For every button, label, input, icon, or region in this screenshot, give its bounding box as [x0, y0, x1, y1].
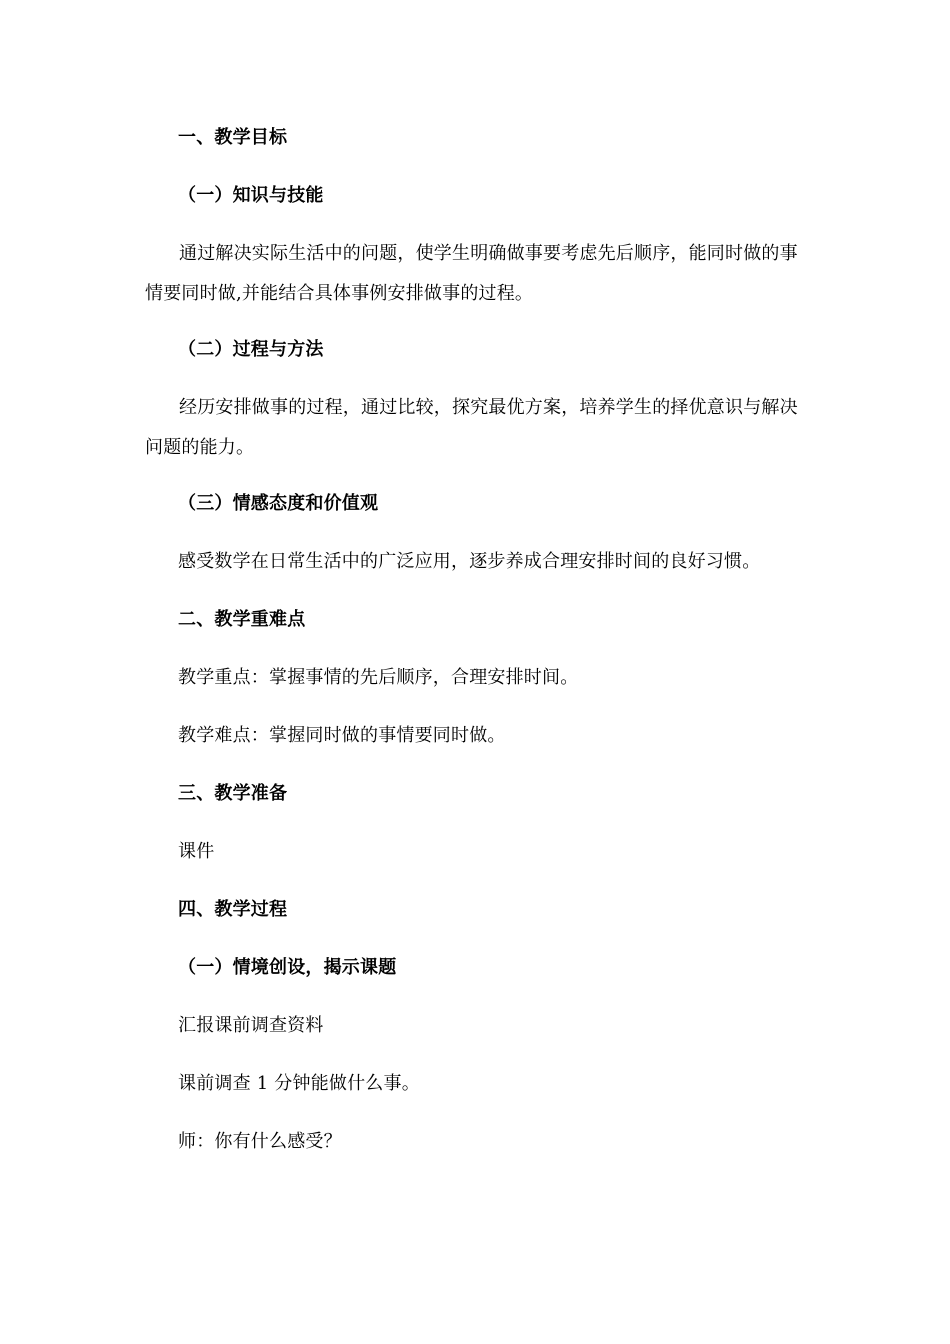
heading-teaching-preparation: 三、教学准备: [178, 783, 288, 804]
paragraph-survey: 课前调查 1 分钟能做什么事。: [178, 1073, 420, 1094]
heading-teaching-procedure: 四、教学过程: [178, 899, 288, 920]
heading-key-difficult-points: 二、教学重难点: [178, 609, 306, 630]
subheading-process-method: （二）过程与方法: [178, 339, 324, 360]
subheading-knowledge-skills: （一）知识与技能: [178, 185, 324, 206]
paragraph-preparation: 课件: [178, 841, 215, 862]
paragraph-teacher-question: 师：你有什么感受？: [178, 1131, 342, 1152]
paragraph-key-point: 教学重点：掌握事情的先后顺序，合理安排时间。: [178, 667, 579, 688]
paragraph-report: 汇报课前调查资料: [178, 1015, 324, 1036]
heading-teaching-objectives: 一、教学目标: [178, 127, 288, 148]
subheading-emotion-values: （三）情感态度和价值观: [178, 493, 379, 514]
paragraph-process-method: 经历安排做事的过程，通过比较，探究最优方案，培养学生的择优意识与解决问题的能力。: [145, 397, 798, 458]
paragraph-difficult-point: 教学难点：掌握同时做的事情要同时做。: [178, 725, 506, 746]
paragraph-emotion-values: 感受数学在日常生活中的广泛应用，逐步养成合理安排时间的良好习惯。: [178, 551, 761, 572]
paragraph-knowledge-skills: 通过解决实际生活中的问题，使学生明确做事要考虑先后顺序，能同时做的事情要同时做,并能结合具体事例安排做事的过程。: [145, 243, 798, 304]
subheading-situation: （一）情境创设，揭示课题: [178, 957, 397, 978]
